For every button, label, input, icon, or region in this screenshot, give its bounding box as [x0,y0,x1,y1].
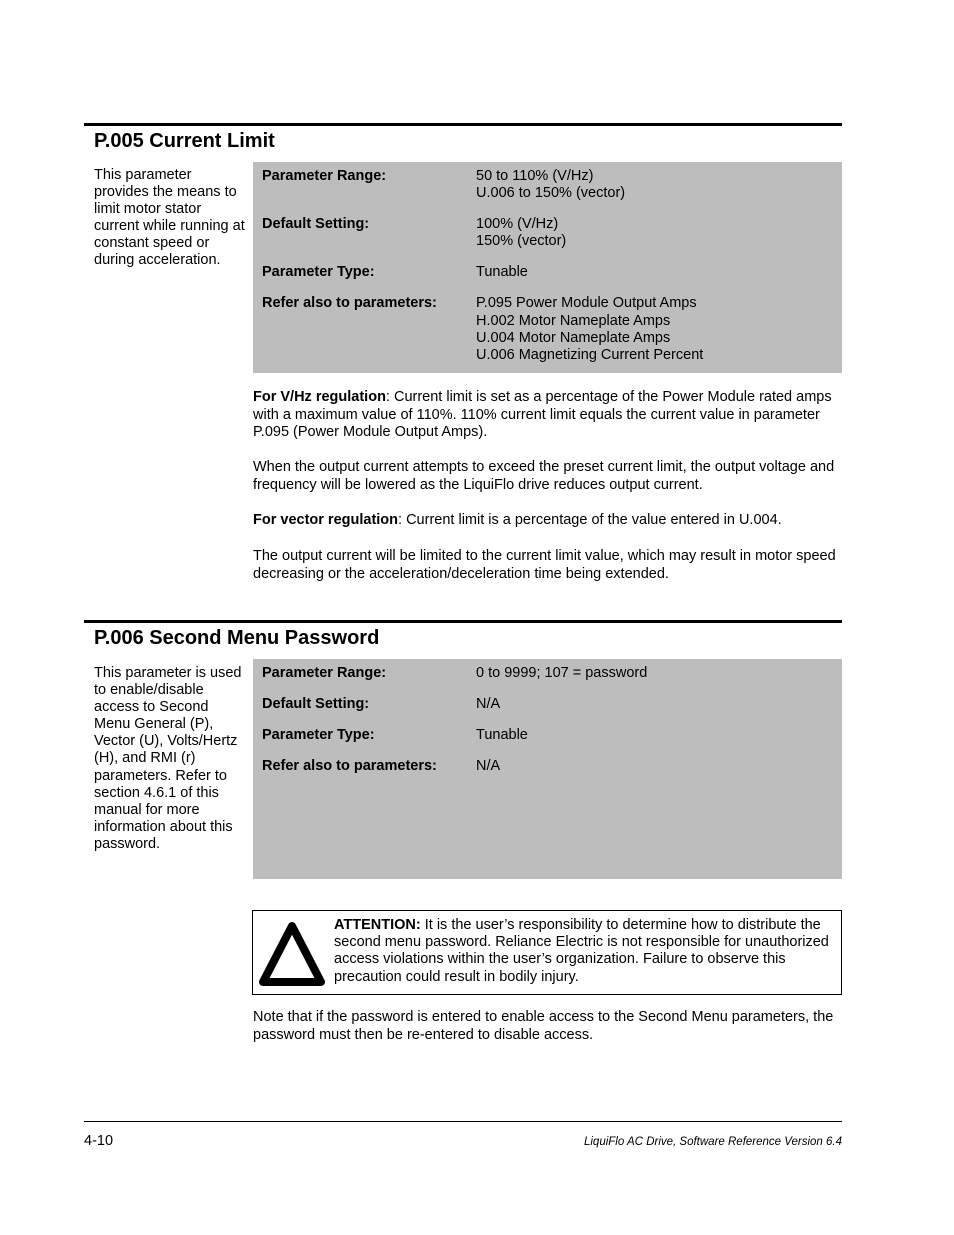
refer-also-item: N/A [476,758,501,775]
default-setting-value [476,216,566,250]
default-setting-value-line: 100% (V/Hz) [476,216,559,233]
default-setting-label: Default Setting: [262,216,370,233]
paragraph-text: The output current will be limited to the current limit value, which may result in motor speed decreasing or the acceleration/deceleration time being extended. [253,548,836,582]
refer-also-row [253,295,842,363]
parameter-table-p005 [253,162,842,373]
param-type-value [476,264,528,281]
default-setting-row [253,216,842,250]
param-type-label: Parameter Type: [262,727,375,744]
param-range-value [476,665,647,682]
warning-triangle-icon [258,918,326,990]
password-note: Note that if the password is entered to enable access to the Second Menu parameters, the password must then be re-entered to disable access. [253,1009,834,1043]
paragraph-current-limited [253,548,845,583]
description-p005: This parameter provides the means to limit motor stator current while running at constant speed or during acceleration. [94,167,245,269]
refer-also-value [476,295,703,363]
param-type-row [253,264,842,281]
paragraph-text: : Current limit is a percentage of the value entered in U.004. [398,512,782,528]
param-range-row [253,168,842,202]
refer-also-item: H.002 Motor Nameplate Amps [476,312,671,329]
default-setting-value-line: N/A [476,696,501,713]
section-rule-p005 [84,123,842,126]
attention-box [252,910,842,995]
document-title: LiquiFlo AC Drive, Software Reference Version 6.4 [583,1136,842,1148]
paragraph-lead: For V/Hz regulation [253,389,386,405]
parameter-table-p006 [253,659,842,879]
refer-also-item: U.006 Magnetizing Current Percent [476,346,704,363]
param-range-row [253,665,842,682]
param-range-value-line: U.006 to 150% (vector) [476,185,626,202]
paragraph-output-current [253,459,845,494]
paragraph-vector-regulation [253,512,845,530]
paragraph-lead: For vector regulation [253,512,399,528]
default-setting-value [476,696,500,713]
param-range-label: Parameter Range: [262,665,387,681]
refer-also-value [476,758,500,775]
refer-also-row [253,758,842,775]
param-type-value-line: Tunable [476,727,528,744]
param-type-value [476,727,528,744]
paragraph-text: : Current limit is set as a percentage of the Power Module rated amps with a maximum value of 110%. 110% current limit equals the current value in parameter P.095 (Power Module Output Amps). [253,389,832,441]
page-number: 4-10 [84,1133,114,1149]
param-range-value [476,168,625,202]
attention-label: ATTENTION: [334,917,421,933]
attention-text [334,917,834,986]
refer-also-item: U.004 Motor Nameplate Amps [476,329,671,346]
section-rule-p006 [84,620,842,623]
paragraph-text: When the output current attempts to exceed the preset current limit, the output voltage and frequency will be lowered as the LiquiFlo drive reduces output current. [253,459,835,493]
heading-p005: P.005 Current Limit [94,130,275,152]
default-setting-row [253,696,842,713]
default-setting-value-line: 150% (vector) [476,233,567,250]
attention-message: It is the user’s responsibility to determine how to distribute the second menu password. Reliance Electric is not responsible for unauthorized access violations within the user’s organization. Failure to observe this precaution could result in bodily injury. [334,917,829,985]
description-p006: This parameter is used to enable/disable access to Second Menu General (P), Vector (U), Volts/Hertz (H), and RMI (r) parameters. Refer to section 4.6.1 of this manual for more information about this password. [94,665,242,852]
param-range-label: Parameter Range: [262,168,387,184]
param-range-value-line: 50 to 110% (V/Hz) [476,168,594,184]
heading-p006: P.006 Second Menu Password [94,627,380,649]
refer-also-label: Refer also to parameters: [262,758,437,775]
footer-rule [84,1121,842,1122]
param-type-label: Parameter Type: [262,264,375,281]
refer-also-label: Refer also to parameters: [262,295,437,312]
paragraph-vhz-regulation [253,389,845,442]
param-type-value-line: Tunable [476,264,528,281]
param-type-row [253,727,842,744]
param-range-value-line: 0 to 9999; 107 = password [476,665,648,681]
default-setting-label: Default Setting: [262,696,370,713]
refer-also-item: P.095 Power Module Output Amps [476,295,697,312]
